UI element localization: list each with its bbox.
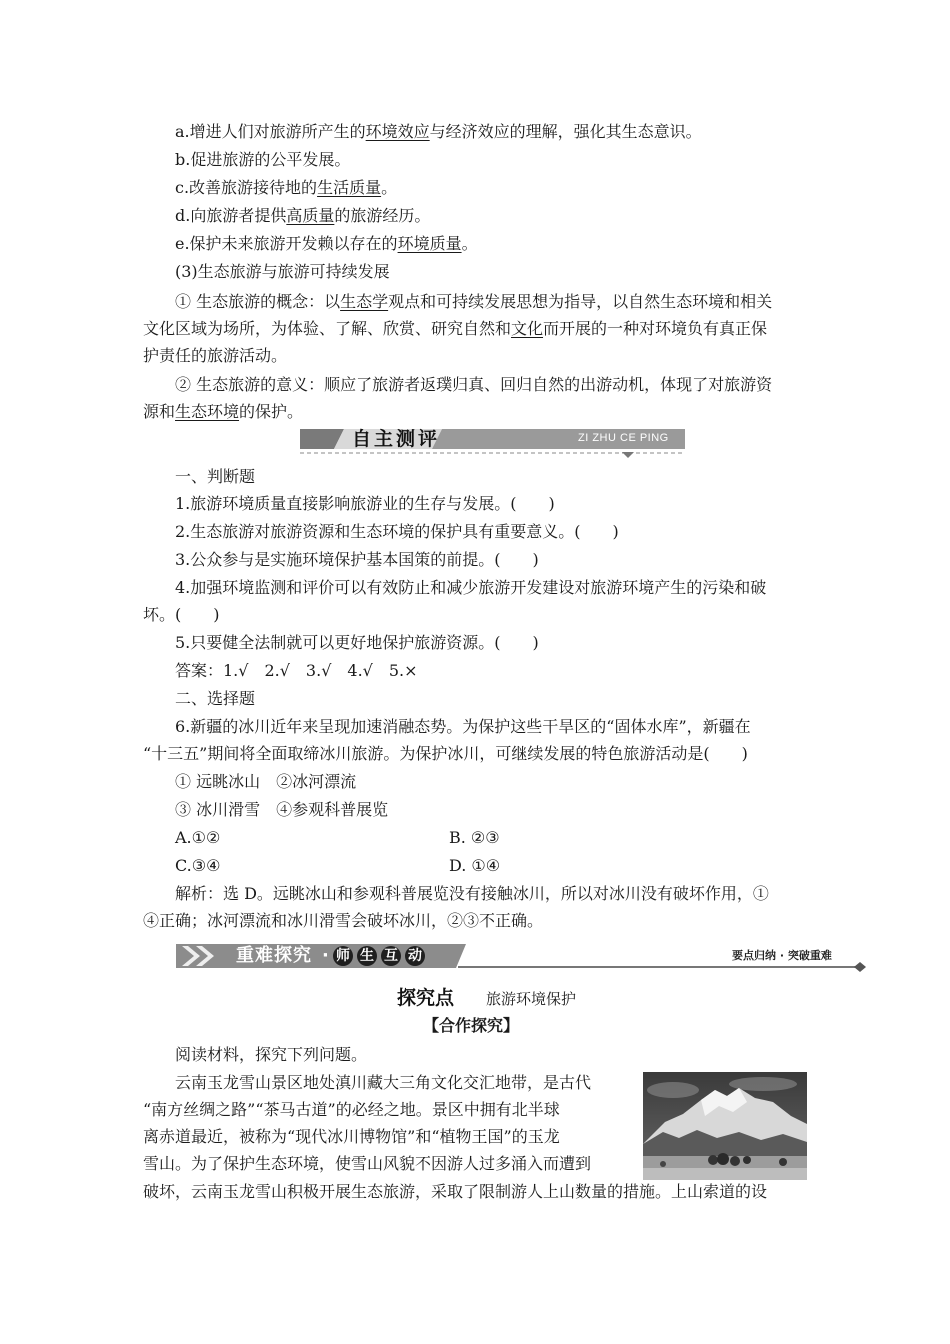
question-6-line1: 6.新疆的冰川近年来呈现加速消融态势。为保护这些干旱区的“固体水库”，新疆在 [175, 717, 751, 736]
list-item-e: e.保护未来旅游开发赖以存在的环境质量。 [175, 234, 478, 253]
analysis-line1: 解析：选 D。远眺冰山和参观科普展览没有接触冰川，所以对冰川没有破坏作用，① [175, 884, 769, 903]
question-6-line2: “十三五”期间将全面取缔冰川旅游。为保护冰川，可继续发展的特色旅游活动是( ) [143, 744, 748, 763]
snow-mountain-photo [643, 1072, 807, 1180]
material-line5: 破坏，云南玉龙雪山积极开展生态旅游，采取了限制游人上山数量的措施。上山索道的设 [143, 1182, 768, 1201]
question-6-options-row1: ① 远眺冰山 ②冰河漂流 [175, 772, 357, 791]
section-banner-self-test [300, 426, 685, 458]
question-4-line2: 坏。( ) [143, 605, 220, 624]
banner-key-difficult-dot: · [322, 945, 329, 966]
analysis-line2: ④正确；冰河漂流和冰川滑雪会破坏冰川，②③不正确。 [143, 911, 544, 930]
paragraph-meaning-line2: 源和生态环境的保护。 [143, 402, 304, 421]
explore-tag: 【合作探究】 [423, 1016, 520, 1035]
list-item-a: a.增进人们对旅游所产生的环境效应与经济效应的理解，强化其生态意识。 [175, 122, 702, 141]
option-a: A.①② [175, 828, 221, 847]
question-6-options-row2: ③ 冰川滑雪 ④参观科普展览 [175, 800, 389, 819]
judge-answer: 答案：1.√ 2.√ 3.√ 4.√ 5.× [175, 661, 418, 680]
paragraph-concept-line1: ① 生态旅游的概念：以生态学观点和可持续发展思想为指导，以自然生态环境和相关 [175, 292, 773, 311]
banner-self-test-title: 自主测评 [352, 428, 441, 450]
explore-title: 探究点 [397, 987, 455, 1009]
material-line1: 云南玉龙雪山景区地处滇川藏大三角文化交汇地带，是古代 [175, 1073, 592, 1092]
paragraph-concept-line3: 护责任的旅游活动。 [143, 346, 288, 365]
banner-sub-char-1: 师 [336, 948, 350, 964]
question-2: 2.生态旅游对旅游资源和生态环境的保护具有重要意义。( ) [175, 522, 619, 541]
banner-sub-char-4: 动 [408, 948, 422, 964]
question-1: 1.旅游环境质量直接影响旅游业的生存与发展。( ) [175, 494, 555, 513]
banner-key-difficult-title: 重难探究 [236, 945, 312, 966]
list-item-d: d.向旅游者提供高质量的旅游经历。 [175, 206, 431, 225]
paragraph-meaning-line1: ② 生态旅游的意义：顺应了旅游者返璞归真、回归自然的出游动机，体现了对旅游资 [175, 375, 773, 394]
question-3: 3.公众参与是实施环境保护基本国策的前提。( ) [175, 550, 539, 569]
banner-sub-char-3: 互 [384, 948, 398, 964]
subheading-eco-tourism: (3)生态旅游与旅游可持续发展 [175, 262, 390, 281]
question-5: 5.只要健全法制就可以更好地保护旅游资源。( ) [175, 633, 539, 652]
explore-intro: 阅读材料，探究下列问题。 [175, 1045, 368, 1064]
choice-heading: 二、选择题 [175, 689, 256, 708]
banner-self-test-pinyin: ZI ZHU CE PING [578, 432, 669, 444]
material-line3: 离赤道最近，被称为“现代冰川博物馆”和“植物王国”的玉龙 [143, 1127, 560, 1146]
list-item-c: c.改善旅游接待地的生活质量。 [175, 178, 398, 197]
question-4-line1: 4.加强环境监测和评价可以有效防止和减少旅游开发建设对旅游环境产生的污染和破 [175, 578, 767, 597]
option-d: D. ①④ [449, 856, 501, 875]
paragraph-concept-line2: 文化区域为场所，为体验、了解、欣赏、研究自然和文化而开展的一种对环境负有真正保 [143, 319, 768, 338]
explore-subtitle: 旅游环境保护 [486, 990, 577, 1008]
material-line2: “南方丝绸之路”“茶马古道”的必经之地。景区中拥有北半球 [143, 1100, 560, 1119]
material-line4: 雪山。为了保护生态环境，使雪山风貌不因游人过多涌入而遭到 [143, 1154, 592, 1173]
judge-heading: 一、判断题 [175, 467, 256, 486]
banner-sub-char-2: 生 [360, 948, 374, 964]
option-c: C.③④ [175, 856, 221, 875]
section-banner-key-difficult [176, 942, 870, 972]
list-item-b: b.促进旅游的公平发展。 [175, 150, 351, 169]
banner-key-difficult-right: 要点归纳 · 突破重难 [732, 949, 832, 962]
option-b: B. ②③ [449, 828, 500, 847]
